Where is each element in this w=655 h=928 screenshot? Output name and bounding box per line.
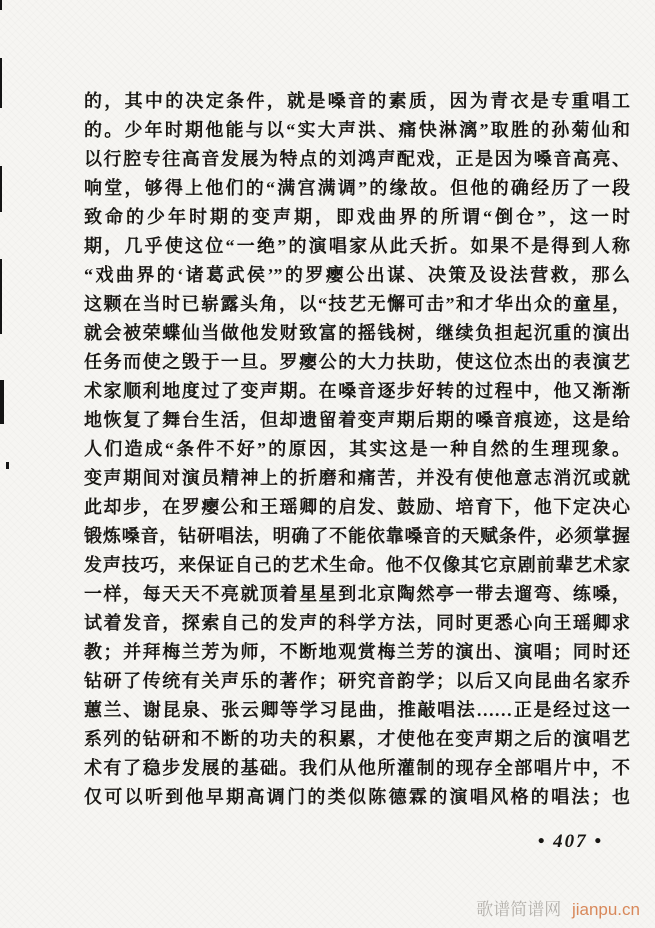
text-line: 术家顺利地度过了变声期。在嗓音逐步好转的过程中，他又渐渐: [84, 381, 630, 401]
text-line: 蕙兰、谢昆泉、张云卿等学习昆曲，推敲唱法……正是经过这一: [84, 700, 630, 720]
watermark-site-name: 歌谱简谱网: [476, 900, 562, 919]
text-line: 就会被荣蝶仙当做他发财致富的摇钱树，继续负担起沉重的演出: [84, 323, 630, 343]
text-line: 系列的钻研和不断的功夫的积累，才使他在变声期之后的演唱艺: [84, 729, 630, 749]
scan-edge-mark: [0, 58, 2, 108]
text-line: 响堂，够得上他们的“满宫满调”的缘故。但他的确经历了一段: [84, 178, 630, 198]
text-line: 一样，每天天不亮就顶着星星到北京陶然亭一带去遛弯、练嗓，: [84, 584, 630, 604]
text-line: 人们造成“条件不好”的原因，其实这是一种自然的生理现象。: [84, 439, 630, 459]
text-line: 钻研了传统有关声乐的著作；研究音韵学；以后又向昆曲名家乔: [84, 671, 630, 691]
page-text: [84, 87, 630, 812]
text-line: 地恢复了舞台生活，但却遗留着变声期后期的嗓音痕迹，这是给: [84, 410, 630, 430]
text-line: 这颗在当时已崭露头角，以“技艺无懈可击”和才华出众的童星，: [84, 294, 630, 314]
watermark-site-url: jianpu.cn: [571, 900, 640, 919]
scan-edge-mark: [0, 0, 2, 10]
text-line: 任务而使之毁于一旦。罗瘿公的大力扶助，使这位杰出的表演艺: [84, 352, 630, 372]
scan-edge-mark: [0, 380, 4, 424]
text-line: 致命的少年时期的变声期，即戏曲界的所谓“倒仓”，这一时: [84, 207, 630, 227]
text-line: 锻炼嗓音，钻研唱法，明确了不能依靠嗓音的天赋条件，必须掌握: [84, 526, 630, 546]
scan-edge-mark: [6, 462, 9, 469]
text-line: 仅可以听到他早期高调门的类似陈德霖的演唱风格的唱法；也: [84, 787, 630, 807]
text-line: 试着发音，探索自己的发声的科学方法，同时更悉心向王瑶卿求: [84, 613, 630, 633]
text-line: 此却步，在罗瘿公和王瑶卿的启发、鼓励、培育下，他下定决心: [84, 497, 630, 517]
text-line: 发声技巧，来保证自己的艺术生命。他不仅像其它京剧前辈艺术家: [84, 555, 630, 575]
text-line: 术有了稳步发展的基础。我们从他所灌制的现存全部唱片中，不: [84, 758, 630, 778]
text-line: 期，几乎使这位“一绝”的演唱家从此夭折。如果不是得到人称: [84, 236, 630, 256]
text-line: 变声期间对演员精神上的折磨和痛苦，并没有使他意志消沉或就: [84, 468, 630, 488]
text-line: 的，其中的决定条件，就是嗓音的素质，因为青衣是专重唱工: [84, 91, 630, 111]
text-line: “戏曲界的‘诸葛武侯’”的罗瘿公出谋、决策及设法营救，那么: [84, 265, 630, 285]
page-number: • 407 •: [537, 831, 603, 852]
scan-edge-mark: [0, 166, 2, 212]
scan-edge-mark: [0, 259, 2, 334]
text-line: 教；并拜梅兰芳为师，不断地观赏梅兰芳的演出、演唱；同时还: [84, 642, 630, 662]
text-line: 以行腔专往高音发展为特点的刘鸿声配戏，正是因为嗓音高亮、: [84, 149, 630, 169]
text-line: 的。少年时期他能与以“实大声洪、痛快淋漓”取胜的孙菊仙和: [84, 120, 630, 140]
watermark: [476, 895, 640, 920]
